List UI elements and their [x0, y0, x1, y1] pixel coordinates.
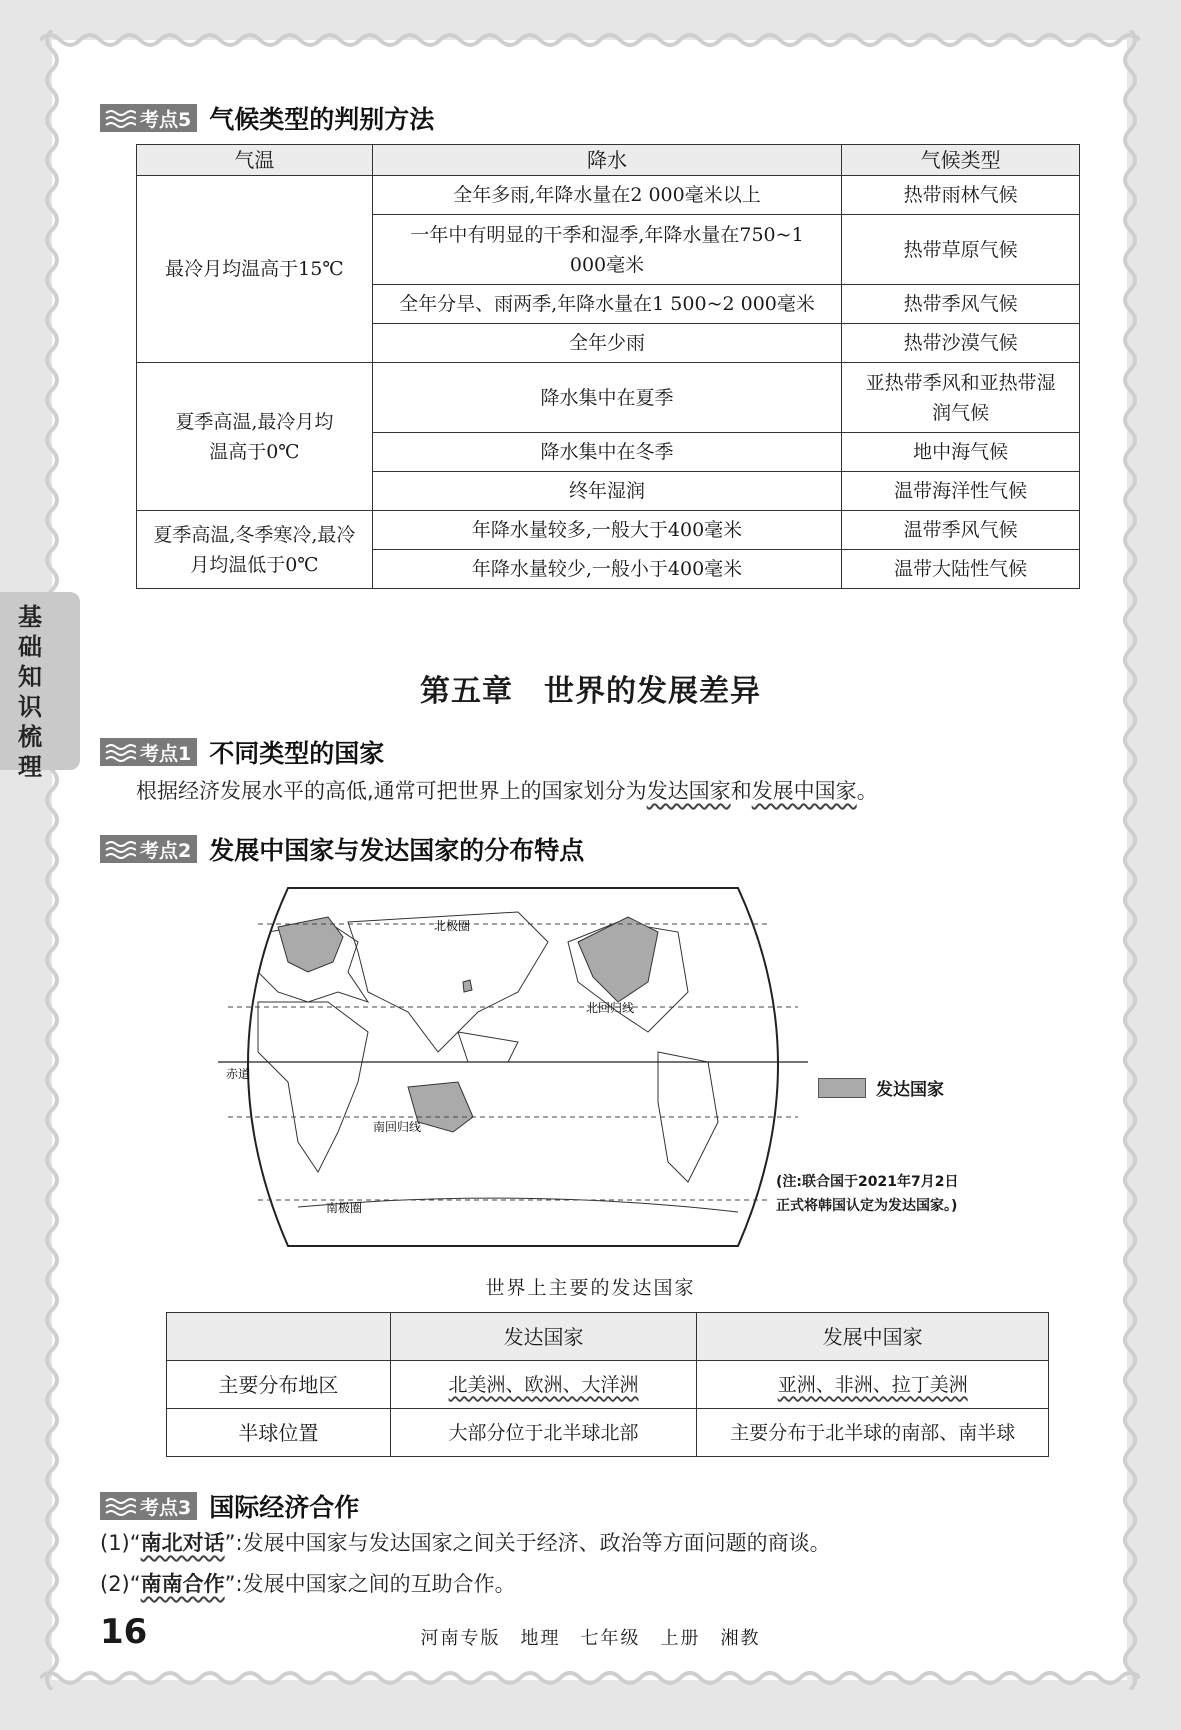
kp2-tag-label: 考点2 [140, 839, 192, 862]
developing-cell [697, 1361, 1049, 1409]
precip-cell: 全年多雨,年降水量在2 000毫米以上 [372, 176, 841, 215]
top-wave-border [40, 30, 1140, 50]
world-map [218, 882, 808, 1252]
precip-cell: 终年湿润 [372, 472, 841, 511]
kp3-tag [100, 1492, 197, 1520]
kp1-paragraph [136, 775, 878, 807]
row-label: 主要分布地区 [167, 1361, 391, 1409]
type-cell: 地中海气候 [842, 433, 1080, 472]
developed-japan-korea [463, 980, 472, 992]
temp-cell: 夏季高温,最冷月均温高于0℃ [137, 363, 373, 511]
type-cell: 温带大陆性气候 [842, 550, 1080, 589]
term-north-south: 南北对话 [140, 1531, 225, 1555]
kp3-item-2 [100, 1568, 516, 1600]
precip-cell: 全年少雨 [372, 324, 841, 363]
kp1-text: 根据经济发展水平的高低,通常可把世界上的国家划分为 [136, 779, 647, 803]
kp1-tag-label: 考点1 [140, 742, 192, 765]
item-prefix: (2)“ [100, 1572, 141, 1596]
distribution-header [167, 1313, 1049, 1361]
chapter-title: 第五章 世界的发展差异 [420, 674, 761, 709]
temp-cell: 最冷月均温高于15℃ [137, 176, 373, 363]
dev-cell: 大部分位于北半球北部 [390, 1409, 697, 1457]
header-empty [167, 1313, 391, 1361]
climate-table [136, 144, 1080, 589]
page-footer: 河南专版 地理 七年级 上册 湘教 [420, 1628, 761, 1649]
kp1-and: 和 [730, 779, 752, 803]
section-header-kp5 [100, 100, 434, 136]
legend-swatch [818, 1078, 866, 1098]
table-row [167, 1409, 1049, 1457]
map-note: (注:联合国于2021年7月2日正式将韩国认定为发达国家。) [776, 1174, 959, 1214]
temp-cell: 夏季高温,冬季寒冷,最冷月均温低于0℃ [137, 511, 373, 589]
type-cell: 热带草原气候 [842, 215, 1080, 285]
header-precip: 降水 [372, 145, 841, 176]
kp5-tag [100, 104, 197, 132]
kp5-tag-label: 考点5 [140, 108, 192, 131]
distribution-table [166, 1312, 1049, 1457]
type-cell: 亚热带季风和亚热带湿润气候 [842, 363, 1080, 433]
section-header-kp2 [100, 831, 584, 867]
dev-region-text: 北美洲、欧洲、大洋洲 [448, 1373, 639, 1396]
arctic-label: 北极圈 [434, 919, 471, 933]
map-legend [818, 1075, 944, 1100]
side-tab-label: 基础知识梳理 [18, 603, 42, 781]
item-prefix: (1)“ [100, 1531, 141, 1555]
section-header-kp1 [100, 734, 384, 770]
term-south-south: 南南合作 [140, 1572, 225, 1596]
header-developed: 发达国家 [390, 1313, 697, 1361]
kp5-title: 气候类型的判别方法 [209, 105, 435, 134]
left-wave-border [42, 30, 62, 1690]
precip-cell: 年降水量较多,一般大于400毫米 [372, 511, 841, 550]
right-wave-border [1120, 30, 1140, 1690]
section-header-kp3 [100, 1488, 359, 1524]
item-rest: ”:发展中国家之间的互助合作。 [224, 1572, 516, 1596]
table-row [137, 511, 1080, 550]
precip-cell: 年降水量较少,一般小于400毫米 [372, 550, 841, 589]
map-caption: 世界上主要的发达国家 [485, 1277, 696, 1299]
kp3-title: 国际经济合作 [209, 1493, 360, 1522]
type-cell: 温带海洋性气候 [842, 472, 1080, 511]
precip-cell: 降水集中在夏季 [372, 363, 841, 433]
kp1-end: 。 [856, 779, 878, 803]
climate-table-header [137, 145, 1080, 176]
term-developing: 发展中国家 [751, 779, 857, 803]
row-label: 半球位置 [167, 1409, 391, 1457]
equator-label: 赤道 [226, 1067, 251, 1081]
table-row [137, 176, 1080, 215]
kp2-title: 发展中国家与发达国家的分布特点 [209, 836, 585, 865]
header-developing: 发展中国家 [697, 1313, 1049, 1361]
wave-icon [104, 108, 136, 128]
kp3-item-1 [100, 1527, 831, 1559]
kp3-tag-label: 考点3 [140, 1496, 192, 1519]
type-cell: 热带沙漠气候 [842, 324, 1080, 363]
page-number: 16 [100, 1612, 148, 1652]
dev-cell [390, 1361, 697, 1409]
tropic-south-label: 南回归线 [373, 1120, 422, 1134]
kp1-tag [100, 738, 197, 766]
kp2-tag [100, 835, 197, 863]
wave-icon [104, 742, 136, 762]
type-cell: 温带季风气候 [842, 511, 1080, 550]
developing-cell: 主要分布于北半球的南部、南半球 [697, 1409, 1049, 1457]
header-type: 气候类型 [842, 145, 1080, 176]
precip-cell: 一年中有明显的干季和湿季,年降水量在750~1 000毫米 [372, 215, 841, 285]
wave-icon [104, 1496, 136, 1516]
table-row [167, 1361, 1049, 1409]
precip-cell: 全年分旱、雨两季,年降水量在1 500~2 000毫米 [372, 285, 841, 324]
type-cell: 热带季风气候 [842, 285, 1080, 324]
developing-region-text: 亚洲、非洲、拉丁美洲 [777, 1373, 968, 1396]
term-developed: 发达国家 [646, 779, 731, 803]
kp1-title: 不同类型的国家 [209, 739, 385, 768]
type-cell: 热带雨林气候 [842, 176, 1080, 215]
item-rest: ”:发展中国家与发达国家之间关于经济、政治等方面问题的商谈。 [224, 1531, 831, 1555]
tropic-north-label: 北回归线 [586, 1001, 635, 1015]
antarctic-label: 南极圈 [326, 1201, 363, 1215]
table-row [137, 363, 1080, 433]
precip-cell: 降水集中在冬季 [372, 433, 841, 472]
legend-label: 发达国家 [876, 1080, 944, 1100]
wave-icon [104, 839, 136, 859]
bottom-wave-border [40, 1668, 1140, 1688]
header-temp: 气温 [137, 145, 373, 176]
